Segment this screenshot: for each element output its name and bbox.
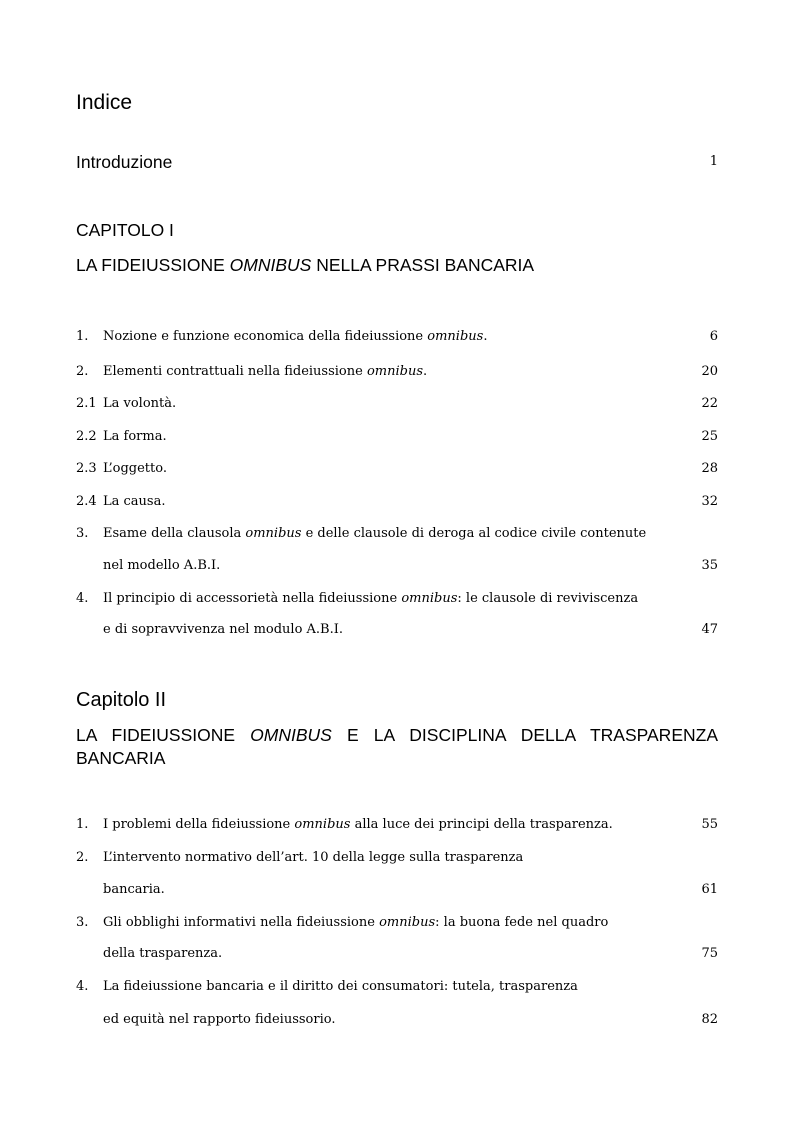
- toc-entry-text: L’intervento normativo dell’art. 10 della legge sulla trasparenza: [103, 850, 524, 865]
- toc-entry-number: 3.: [76, 526, 89, 541]
- toc-introduction-label: Introduzione: [76, 152, 173, 172]
- toc-entry-page: 22: [701, 396, 718, 411]
- toc-entry-page: 47: [701, 622, 718, 637]
- toc-entry-text: L’oggetto.: [103, 461, 167, 476]
- toc-entry-page: 25: [701, 429, 718, 444]
- toc-entry-text: La volontà.: [103, 396, 177, 411]
- toc-entry-page: 61: [701, 882, 718, 897]
- page-title: Indice: [76, 91, 133, 114]
- chapter-1-title: LA FIDEIUSSIONE OMNIBUS NELLA PRASSI BANCARIA: [76, 255, 535, 275]
- toc-entry-number: 1.: [76, 329, 89, 344]
- toc-entry-page: 35: [701, 558, 718, 573]
- toc-entry-number: 4.: [76, 591, 89, 606]
- toc-entry-page: 55: [701, 817, 718, 832]
- toc-entry-number: 2.: [76, 850, 89, 865]
- toc-entry-number: 2.: [76, 364, 89, 379]
- toc-entry-text: Esame della clausola omnibus e delle clausole di deroga al codice civile contenute: [103, 526, 647, 541]
- toc-entry-number: 2.1: [76, 396, 97, 411]
- toc-entry-text: Elementi contrattuali nella fideiussione omnibus.: [103, 364, 428, 379]
- toc-introduction-page: 1: [709, 154, 718, 169]
- toc-entry-text: Il principio di accessorietà nella fideiussione omnibus: le clausole di reviviscenza: [103, 591, 639, 606]
- chapter-1-label: CAPITOLO I: [76, 220, 174, 240]
- toc-entry-text-continued: nel modello A.B.I.: [103, 558, 221, 573]
- toc-entry-number: 4.: [76, 979, 89, 994]
- toc-entry-text: Gli obblighi informativi nella fideiussione omnibus: la buona fede nel quadro: [103, 915, 609, 930]
- toc-entry-text: La forma.: [103, 429, 167, 444]
- toc-entry-text: La fideiussione bancaria e il diritto dei consumatori: tutela, trasparenza: [103, 979, 578, 994]
- toc-entry-page: 6: [709, 329, 718, 344]
- toc-entry-text-continued: della trasparenza.: [103, 946, 223, 961]
- toc-entry-page: 82: [701, 1012, 718, 1027]
- toc-entry-page: 28: [701, 461, 718, 476]
- toc-entry-number: 1.: [76, 817, 89, 832]
- chapter-2-label: Capitolo II: [76, 689, 167, 711]
- toc-entry-page: 20: [701, 364, 718, 379]
- toc-entry-text-continued: bancaria.: [103, 882, 165, 897]
- toc-entry-text-continued: e di sopravvivenza nel modulo A.B.I.: [103, 622, 344, 637]
- toc-entry-text: I problemi della fideiussione omnibus alla luce dei principi della trasparenza.: [103, 817, 613, 832]
- toc-entry-number: 2.3: [76, 461, 97, 476]
- toc-entry-page: 75: [701, 946, 718, 961]
- chapter-2-title: LA FIDEIUSSIONE OMNIBUS E LA DISCIPLINA DELLA TRASPARENZA BANCARIA: [76, 725, 718, 768]
- toc-entry-page: 32: [701, 494, 718, 509]
- toc-entry-number: 2.4: [76, 494, 97, 509]
- toc-entry-number: 3.: [76, 915, 89, 930]
- toc-entry-number: 2.2: [76, 429, 97, 444]
- toc-entry-text: Nozione e funzione economica della fideiussione omnibus.: [103, 329, 488, 344]
- toc-entry-text-continued: ed equità nel rapporto fideiussorio.: [103, 1012, 336, 1027]
- toc-entry-text: La causa.: [103, 494, 166, 509]
